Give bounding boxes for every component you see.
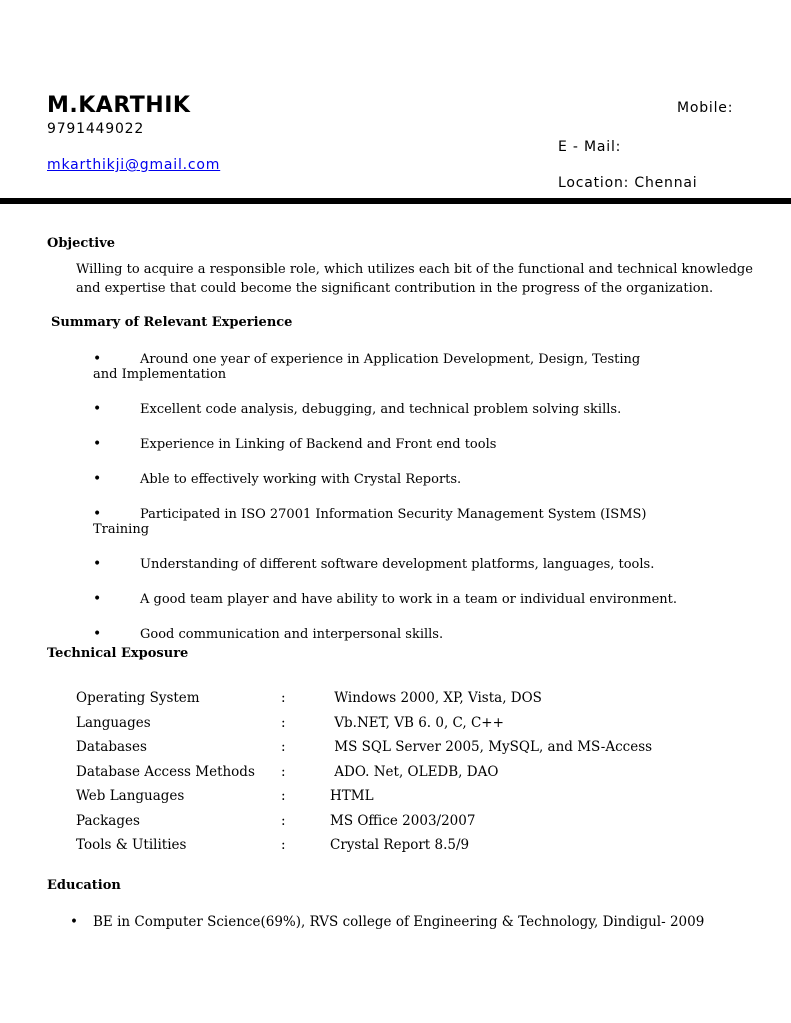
technical-table	[76, 686, 652, 858]
bullet-icon: •	[93, 436, 102, 452]
summary-list	[93, 352, 693, 662]
list-item-text: Able to effectively working with Crystal Reports.	[140, 472, 462, 487]
skill-value: MS Office 2003/2007	[330, 812, 476, 829]
education-heading: Education	[47, 878, 121, 893]
list-item	[70, 914, 704, 930]
list-item	[93, 627, 693, 642]
mobile-label: Mobile:	[677, 100, 734, 116]
table-row	[76, 735, 652, 760]
skill-separator: :	[281, 763, 286, 780]
list-item-text: Good communication and interpersonal skills.	[140, 627, 444, 642]
skill-separator: :	[281, 788, 286, 805]
bullet-icon: •	[93, 626, 102, 642]
list-item	[93, 402, 693, 417]
phone-number: 9791449022	[47, 121, 145, 137]
skill-separator: :	[281, 837, 286, 854]
objective-heading: Objective	[47, 236, 116, 251]
email-link[interactable]: mkarthikji@gmail.com	[47, 157, 221, 173]
list-item-text: BE in Computer Science(69%), RVS college of Engineering & Technology, Dindigul- 2009	[93, 914, 705, 930]
bullet-icon: •	[93, 556, 102, 572]
table-row	[76, 760, 652, 785]
table-row	[76, 711, 652, 736]
summary-heading: Summary of Relevant Experience	[51, 315, 293, 330]
skill-value: MS SQL Server 2005, MySQL, and MS-Access	[330, 739, 653, 756]
list-item-text: Understanding of different software development platforms, languages, tools.	[140, 557, 655, 572]
list-item	[93, 437, 693, 452]
list-item-text: A good team player and have ability to work in a team or individual environment.	[140, 592, 677, 607]
skill-separator: :	[281, 714, 286, 731]
list-item-text: Experience in Linking of Backend and Front end tools	[140, 437, 497, 452]
skill-label: Packages	[76, 812, 140, 829]
list-item-text: Excellent code analysis, debugging, and technical problem solving skills.	[140, 402, 622, 417]
list-item-text: Around one year of experience in Application Development, Design, Testing and Implementation	[93, 352, 641, 382]
skill-value: ADO. Net, OLEDB, DAO	[330, 763, 499, 780]
skill-label: Web Languages	[76, 788, 185, 805]
skill-value: Windows 2000, XP, Vista, DOS	[330, 690, 542, 707]
list-item	[93, 507, 693, 537]
skill-separator: :	[281, 739, 286, 756]
skill-label: Languages	[76, 714, 151, 731]
bullet-icon: •	[93, 506, 102, 522]
header-divider	[0, 198, 791, 204]
bullet-icon: •	[93, 351, 102, 367]
table-row	[76, 686, 652, 711]
technical-heading: Technical Exposure	[47, 646, 189, 661]
list-item	[93, 557, 693, 572]
skill-separator: :	[281, 690, 286, 707]
skill-label: Tools & Utilities	[76, 837, 187, 854]
objective-text: Willing to acquire a responsible role, which utilizes each bit of the functional and technical knowledge and expertise that could become the significant contribution in the progress of the organization.	[76, 262, 753, 296]
bullet-icon: •	[93, 591, 102, 607]
skill-value: Crystal Report 8.5/9	[330, 837, 470, 854]
skill-label: Databases	[76, 739, 147, 756]
email-label: E - Mail:	[558, 139, 622, 155]
list-item-text: Participated in ISO 27001 Information Security Management System (ISMS) Training	[93, 507, 647, 537]
bullet-icon: •	[70, 914, 78, 930]
bullet-icon: •	[93, 401, 102, 417]
table-row	[76, 833, 652, 858]
table-row	[76, 809, 652, 834]
skill-label: Operating System	[76, 690, 200, 707]
list-item	[93, 352, 693, 382]
skill-value: HTML	[330, 788, 374, 805]
candidate-name: M.KARTHIK	[47, 93, 191, 118]
bullet-icon: •	[93, 471, 102, 487]
table-row	[76, 784, 652, 809]
skill-label: Database Access Methods	[76, 763, 255, 780]
location: Location: Chennai	[558, 175, 698, 191]
list-item	[93, 592, 693, 607]
skill-separator: :	[281, 812, 286, 829]
list-item	[93, 472, 693, 487]
skill-value: Vb.NET, VB 6. 0, C, C++	[330, 714, 504, 731]
